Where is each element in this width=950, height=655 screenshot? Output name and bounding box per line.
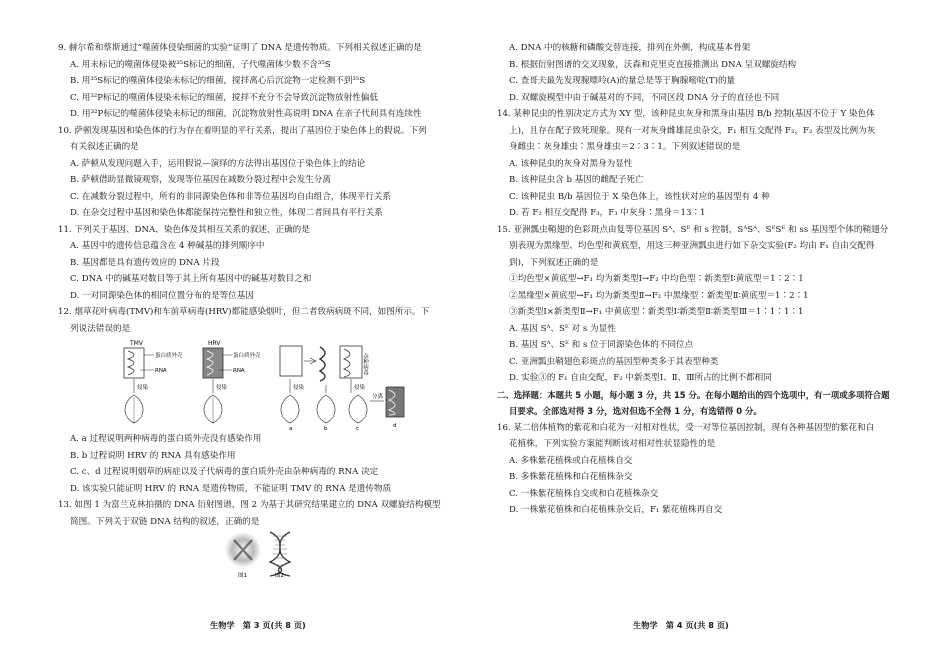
text-line: A. a 过程说明两种病毒的蛋白质外壳没有感染作用 (70, 434, 262, 444)
text-line: A. 用未标记的噬菌体侵染被³⁵S标记的细菌，子代噬菌体少数不含³⁵S (70, 59, 331, 70)
section-2-heading-cont: 目要求。全部选对得 3 分，选对但选不全得 1 分，有选错得 0 分。 (509, 406, 762, 416)
infect-label-4: 侵染 (354, 385, 366, 391)
question-block-9-12 (58, 40, 465, 337)
rna-label-1: RNA (155, 368, 167, 374)
text-line: D. 用³²P标记的噬菌体侵染未标记的细菌，沉淀物放射性高说明 DNA 在亲子代间具有连续性 (70, 109, 422, 119)
text-line: 身雌虫∶灰身雄虫∶黑身雄虫＝2∶3∶1。下列叙述错误的是 (509, 142, 741, 152)
text-line: 上)，且存在配子致死现象。现有一对灰身雌雄昆虫杂交，F₁ 相互交配得 F₂，F₂ 表型及比例为灰 (509, 125, 876, 136)
text-line: B. b 过程说明 HRV 的 RNA 具有感染作用 (70, 450, 236, 461)
hrv-label: HRV (208, 340, 221, 347)
text-line: ②黑缘型×黄底型→F₁ 均为新类型Ⅱ→F₂ 中黑缘型∶新类型Ⅱ∶黄底型＝1∶2∶1 (509, 290, 809, 301)
text-line: D. 实验③的 F₁ 自由交配，F₂ 中新类型Ⅰ、Ⅱ、Ⅲ所占的比例不都相同 (509, 373, 772, 383)
text-line: B. 用³⁵S标记的噬菌体侵染未标记的细菌，搅拌离心后沉淀物一定检测不到³⁵S (70, 76, 366, 86)
leaf-c (317, 395, 335, 423)
text-line: 12. 烟草花叶病毒(TMV)和车前草病毒(HRV)都能感染烟叶，但二者致病病斑不同，如图所示。下 (58, 307, 430, 317)
infect-label-3: 侵染 (293, 385, 305, 391)
label-d: d (393, 423, 397, 429)
text-line: 13. 如图 1 为富兰克林拍摄的 DNA 衍射图谱，图 2 为基于其研究结果建立的 DNA 双螺旋结构模型 (58, 500, 441, 510)
label-a: a (289, 426, 293, 431)
text-line: C. c、d 过程说明烟草的病症以及子代病毒的蛋白质外壳由杂种病毒的 RNA 决定 (70, 467, 379, 477)
label-b: b (324, 426, 328, 431)
virus-diagram (58, 337, 458, 431)
rna-label-2: RNA (233, 368, 245, 374)
text-line: A. 多株紫花植株或白花植株自交 (509, 455, 633, 466)
text-line: 列说法错误的是 (70, 323, 131, 334)
separate-label: 分离 (372, 394, 384, 400)
dna-figures (58, 530, 458, 580)
text-line: A. DNA 中的核糖和磷酸交替连接，排列在外侧，构成基本骨架 (509, 43, 751, 53)
page-footer-left: 生物学 第 3 页(共 8 页) (210, 620, 306, 630)
text-line: B. 根据衍射图谱的交叉现象，沃森和克里克直接推测出 DNA 呈双螺旋结构 (509, 59, 797, 70)
tmv-rna-coil (128, 351, 134, 375)
text-line: 15. 亚洲瓢虫鞘翅的色彩斑点由复等位基因 Sᴬ、Sᴱ 和 s 控制，SᴬSᴬ、SᴱSᴱ 和 ss 基因型个体的鞘翅分 (497, 224, 889, 235)
progeny-virus (386, 387, 404, 417)
section-2-heading: 二、选择题：本题共 5 小题，每小题 3 分，共 15 分。在每小题给出的四个选项中，有一项或多项符合题 (497, 389, 890, 400)
protein-coat-label-2: 蛋白质外壳 (233, 353, 261, 359)
text-line: D. 一株紫花植株和白花植株杂交后，F₁ 紫花植株再自交 (509, 505, 723, 515)
page-footer-right: 生物学 第 4 页(共 8 页) (633, 620, 729, 630)
text-line: C. 在减数分裂过程中，所有的非同源染色体和非等位基因均自由组合，体现平行关系 (70, 191, 392, 202)
text-line: 有关叙述正确的是 (70, 142, 139, 152)
infect-label-2: 侵染 (216, 385, 228, 391)
text-line: B. 基因都是具有遗传效应的 DNA 片段 (70, 257, 220, 268)
text-line: 10. 萨顿发现基因和染色体的行为存在着明显的平行关系，提出了基因位于染色体上的假说。下列 (58, 125, 427, 136)
text-line: C. DNA 中的碱基对数目等于其上所有基因中的碱基对数目之和 (70, 274, 312, 284)
text-line: 9. 赫尔希和蔡斯通过“噬菌体侵染细菌的实验”证明了 DNA 是遗传物质。下列相关叙述正确的是 (58, 43, 422, 53)
question-block-12-13 (58, 431, 465, 530)
text-line: C. 亚洲瓢虫鞘翅色彩斑点的基因型种类多于其表型种类 (509, 356, 719, 367)
text-line: B. 萨顿借助显微镜观察，发现等位基因在减数分裂过程中会发生分离 (70, 175, 331, 185)
label-c: c (356, 426, 360, 431)
fig2-label: 图2 (275, 573, 284, 579)
text-line: C. 一株紫花植株自交或和白花植株杂交 (509, 488, 659, 499)
leaf-c-left (281, 395, 299, 423)
text-line: 16. 某二倍体植物的紫花和白花为一对相对性状，受一对等位基因控制，现有各种基因型的紫花和白 (497, 422, 875, 433)
text-line: C. 用³²P标记的噬菌体侵染未标记的细菌，搅拌不充分不会导致沉淀物放射性偏低 (70, 92, 378, 103)
text-line: A. 基因中的遗传信息蕴含在 4 种碱基的排列顺序中 (70, 241, 265, 251)
text-line: B. 多株紫花植株和白花植株杂交 (509, 472, 633, 482)
text-line: B. 该种昆虫含 b 基因的雌配子死亡 (509, 175, 644, 185)
text-line: D. 双螺旋模型中由于碱基对的不同，不同区段 DNA 分子的直径也不同 (509, 92, 780, 103)
right-page (475, 0, 950, 655)
hybrid-label-1: 杂种病毒 (362, 353, 368, 375)
question-block-13-15 (497, 40, 910, 387)
text-line: 别表现为黑缘型、均色型和黄底型，用这三种亚洲瓢虫进行如下杂交实验(F₂ 均由 F₁ 自由交配得 (509, 241, 875, 251)
text-line: 花植株，下列实验方案能判断该对相对性状显隐性的是 (509, 439, 716, 449)
text-line: D. 该实验只能证明 HRV 的 RNA 是遗传物质，不能证明 TMV 的 RNA 是遗传物质 (70, 483, 392, 494)
text-line: 到)，下列叙述正确的是 (509, 257, 599, 268)
text-line: D. 在杂交过程中基因和染色体都能保持完整性和独立性，体现二者间具有平行关系 (70, 208, 383, 218)
figure-12-virus-experiment (58, 337, 465, 431)
text-line: ③新类型Ⅰ×新类型Ⅱ→F₁ 中黄底型∶新类型Ⅰ∶新类型Ⅱ∶新类型Ⅲ＝1∶1∶1∶1 (509, 307, 804, 317)
text-line: 11. 下列关于基因、DNA、染色体及其相互关系的叙述，正确的是 (58, 224, 310, 235)
text-line: C. 该种昆虫 B/b 基因位于 X 染色体上，该性状对应的基因型有 4 种 (509, 191, 770, 202)
text-line: D. 若 F₂ 相互交配得 F₃，F₃ 中灰身∶黑身＝13∶1 (509, 208, 706, 218)
tmv-label: TMV (130, 340, 143, 347)
text-line: A. 基因 Sᴬ、Sᴱ 对 s 为显性 (509, 323, 616, 334)
fig1-label: 图1 (238, 573, 247, 579)
hybrid-virus-shape (340, 346, 362, 378)
infect-label-1: 侵染 (137, 385, 149, 391)
text-line: A. 该种昆虫的灰身对黑身为显性 (509, 158, 633, 169)
text-line: 14. 某种昆虫的性别决定方式为 XY 型，该种昆虫灰身和黑身由基因 B/b 控制(基因不位于 Y 染色体 (497, 109, 875, 119)
text-line: C. 查哥夫最先发现腺嘌呤(A)的量总是等于胸腺嘧啶(T)的量 (509, 76, 736, 86)
rna-strand (320, 347, 325, 381)
text-line: ①均色型×黄底型→F₁ 均为新类型Ⅰ→F₂ 中均色型∶新类型Ⅰ∶黄底型＝1∶2∶1 (509, 274, 804, 284)
text-line: D. 一对同源染色体的相同位置分布的是等位基因 (70, 290, 254, 301)
leaf-d-infected (349, 395, 367, 423)
figure-13-dna (58, 530, 465, 580)
text-line: 简图。下列关于双链 DNA 结构的叙述，正确的是 (70, 516, 260, 527)
protein-coat-label: 蛋白质外壳 (155, 353, 183, 359)
text-line: A. 萨顿从发现问题入手，运用假说—演绎的方法得出基因位于染色体上的结论 (70, 158, 366, 169)
text-line: B. 基因 Sᴬ、Sᴱ 和 s 位于同源染色体的不同位点 (509, 340, 694, 350)
question-block-16 (497, 420, 910, 519)
protein-box (280, 346, 302, 376)
